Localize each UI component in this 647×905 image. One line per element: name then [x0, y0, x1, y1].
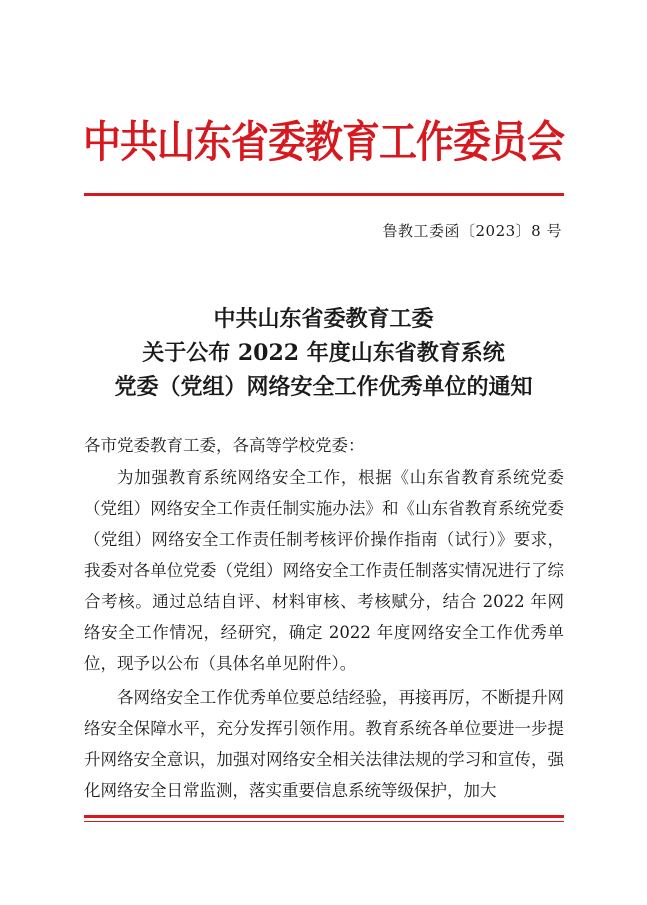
body-paragraph-1: 为加强教育系统网络安全工作，根据《山东省教育系统党委（党组）网络安全工作责任制实施办法》和《山东省教育系统党委（党组）网络安全工作责任制考核评价操作指南（试行）》要求，我委对各单位党委（党组）网络安全工作责任制落实情况进行了综合考核。通过总结自评、材料审核、考核赋分，结合 2022 年网络安全工作情况，经研究，确定 2022 年度网络安全工作优秀单位，现予以公布（具体名单见附件）。 — [84, 468, 564, 673]
title-line-1: 中共山东省委教育工委 — [213, 306, 434, 332]
addressee-line: 各市党委教育工委，各高等学校党委： — [84, 436, 365, 455]
footer-red-divider-thin — [84, 821, 564, 822]
title-line-2: 关于公布 2022 年度山东省教育系统 — [142, 340, 505, 366]
document-title — [0, 302, 647, 404]
body-text — [84, 462, 564, 809]
issuing-organization-header: 中共山东省委教育工作委员会 — [82, 116, 564, 168]
header-red-divider — [84, 193, 564, 196]
document-number: 鲁教工委函〔2023〕8 号 — [382, 222, 562, 240]
footer-red-divider — [84, 815, 564, 818]
body-paragraph-2: 各网络安全工作优秀单位要总结经验，再接再厉，不断提升网络安全保障水平，充分发挥引领作用。教育系统各单位要进一步提升网络安全意识，加强对网络安全相关法律法规的学习和宣传，强化网络安全日常监测，落实重要信息系统等级保护，加大 — [84, 688, 564, 800]
title-line-3: 党委（党组）网络安全工作优秀单位的通知 — [114, 374, 533, 400]
